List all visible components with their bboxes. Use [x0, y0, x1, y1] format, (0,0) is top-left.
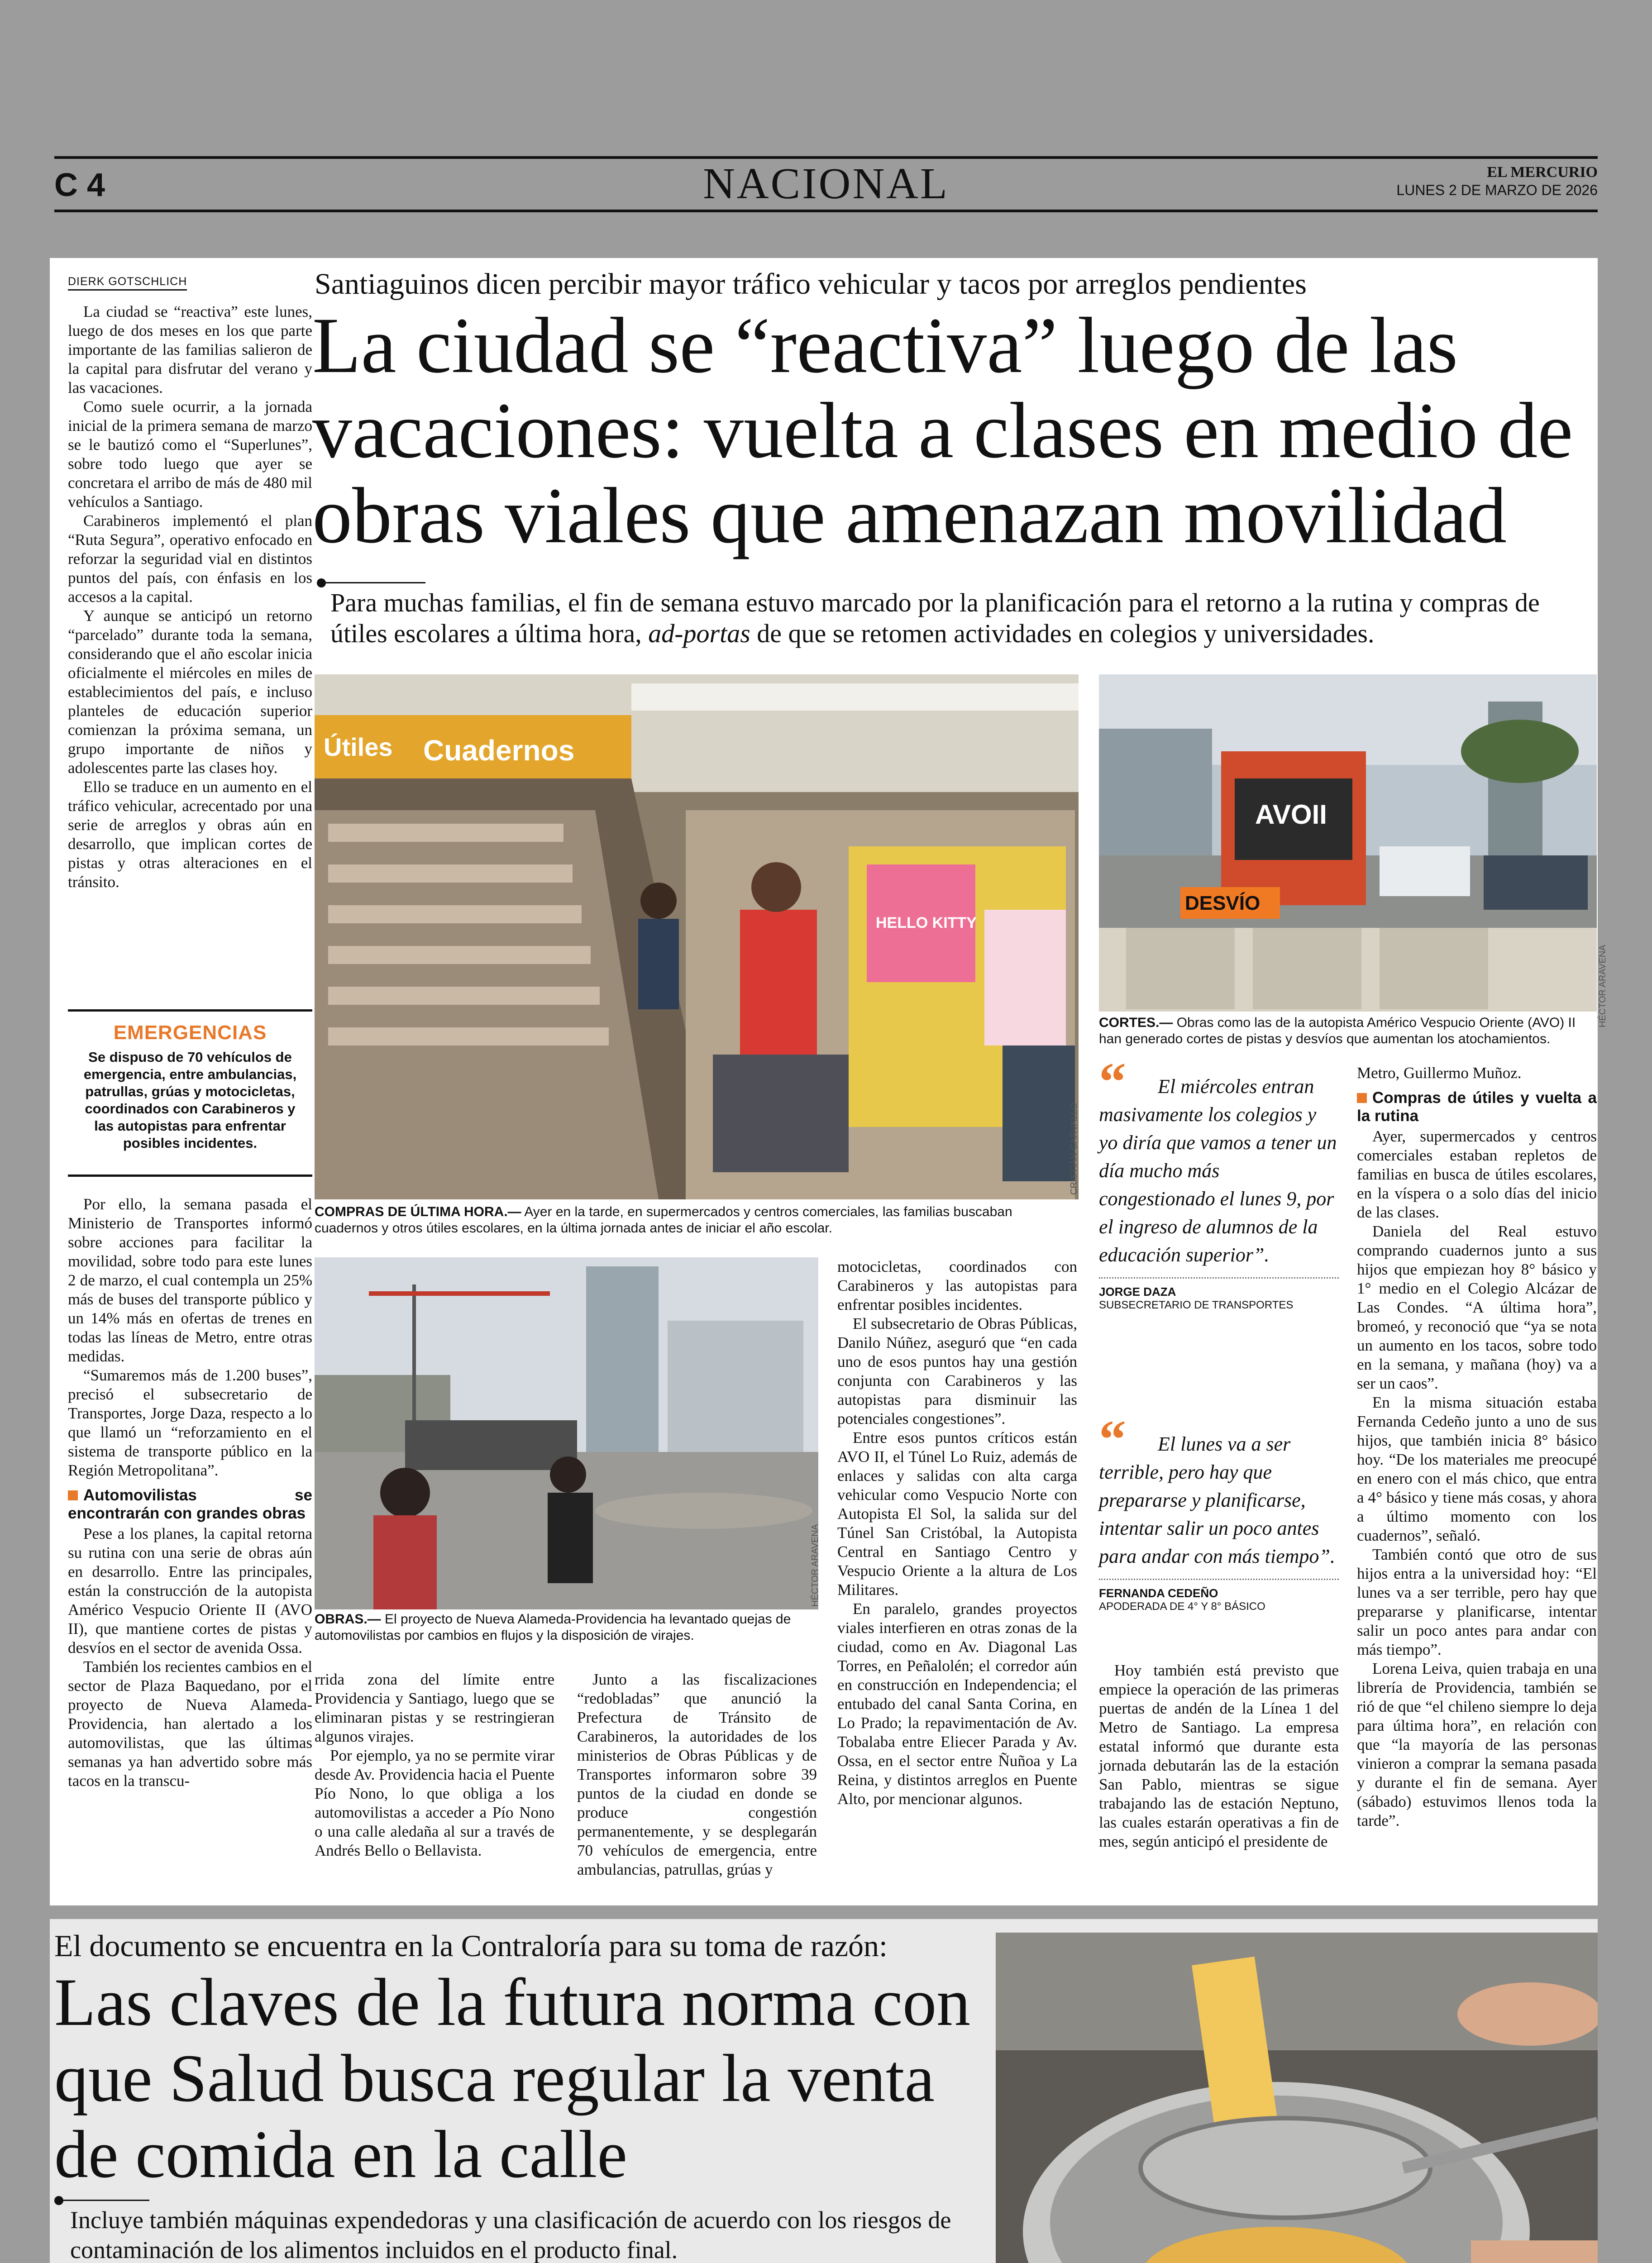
story2-kicker: El documento se encuentra en la Contraloría para su toma de razón:: [54, 1929, 888, 1963]
photo3-caption: [315, 1611, 818, 1644]
quote-fernanda-cedeno: [1099, 1409, 1339, 1613]
quote-text: El lunes va a ser terrible, pero hay que prepararse y planificarse, intentar salir un poco antes para andar con más tiempo”.: [1099, 1433, 1335, 1567]
emergencias-sidebar: [68, 1009, 312, 1177]
story1-col3: [837, 1257, 1077, 1809]
photo2-caption: [1099, 1015, 1597, 1047]
story2-deck: Incluye también máquinas expendedoras y una clasificación de acuerdo con los riesgos de contaminación de los alimentos incluidos en el producto final.: [70, 2206, 951, 2263]
deck-text-end: de que se retomen actividades en colegios y universidades.: [750, 619, 1375, 648]
photo-street-food: [996, 1933, 1598, 2263]
subhead-text: Compras de útiles y vuelta a la rutina: [1357, 1089, 1597, 1125]
paragraph: La ciudad se “reactiva” este lunes, luego de dos meses en los que parte importante de las familias salieron de la capital para disfrutar del verano y las vacaciones.: [68, 303, 312, 396]
paragraph: Hoy también está previsto que empiece la operación de las primeras puertas de andén de la Línea 1 del Metro de Santiago. La empresa estatal informó que durante esta jornada debutarán las de la estación San Pablo, mientras se sigue trabajando las de estación Neptuno, las cuales estarán operativas a fin de mes, según anticipó el presidente de: [1099, 1661, 1339, 1850]
header-rule-bottom: [54, 210, 1598, 212]
quote-role: APODERADA DE 4° Y 8° BÁSICO: [1099, 1600, 1265, 1613]
deck-text: Para muchas familias, el fin de semana estuvo marcado por la planificación para el retorno a la rutina y compras de útiles escolares a última hora,: [330, 588, 1540, 648]
quote-role: SUBSECRETARIO DE TRANSPORTES: [1099, 1299, 1294, 1311]
paragraph: Por ejemplo, ya no se permite virar desde Av. Providencia hacia el Puente Pío Nono, lo que obliga a los automovilistas a acceder a Pío Nono o una calle aledaña al sur a través de Andrés Bello o Bellavista.: [315, 1747, 554, 1859]
quote-mark-icon: “: [1099, 1409, 1126, 1469]
photo-supermarket: [315, 674, 1079, 1199]
story1-col1-lower: [68, 1195, 312, 1790]
paragraph: También los recientes cambios en el sector de Plaza Baquedano, por el proyecto de Nueva Alameda-Providencia, han alertado a los automovilistas, que las últimas semanas ya han advertido sobre más tacos en la transcu-: [68, 1658, 312, 1790]
paragraph: Y aunque se anticipó un retorno “parcelado” durante toda la semana, considerando que el año escolar inicia oficialmente el miércoles en miles de establecimientos del país, e incluso planteles de educación superior comienzan la próxima semana, un grupo importante de niños y adolescentes parte las clases hoy.: [68, 607, 312, 777]
paragraph: Entre esos puntos críticos están AVO II, el Túnel Lo Ruiz, además de enlaces y salidas con alta carga vehicular como Vespucio Norte con Autopista El Sol, la salida sur del Túnel San Cristóbal, la Autopista Central en Santiago Centro y Vespucio Oriente a la altura de Los Militares.: [837, 1429, 1077, 1599]
paragraph: El subsecretario de Obras Públicas, Danilo Núñez, aseguró que “en cada uno de esos puntos hay una gestión conjunta con Carabineros y las autopistas para disminuir las potenciales congestiones”.: [837, 1315, 1077, 1428]
caption-label: COMPRAS DE ÚLTIMA HORA.—: [315, 1204, 521, 1219]
story-street-food-norm: [50, 1919, 1598, 2263]
orange-square-icon: [1357, 1093, 1367, 1103]
story1-col4: [1099, 1661, 1339, 1851]
quote-jorge-daza: [1099, 1051, 1339, 1312]
page-number: C 4: [54, 167, 105, 203]
photo1-credit: CRISTIÁN CARVALLO: [1069, 1103, 1079, 1195]
caption-label: CORTES.—: [1099, 1015, 1173, 1030]
quote-divider: [1099, 1277, 1339, 1285]
quote-name: JORGE DAZA: [1099, 1285, 1176, 1299]
paragraph: motocicletas, coordinados con Carabineros y las autopistas para enfrentar posibles incidentes.: [837, 1258, 1077, 1313]
story-city-reactivates: [50, 258, 1608, 1905]
story1-deck: [330, 587, 1598, 649]
caption-text: Ayer en la tarde, en supermercados y centros comerciales, las familias buscaban cuadernos y otros útiles escolares, en la última jornada antes de iniciar el año escolar.: [315, 1204, 1012, 1236]
paragraph: En paralelo, grandes proyectos viales interfieren en otras zonas de la ciudad, como en Av. Diagonal Las Torres, en Peñalolén; el corredor aún en construcción en Independencia; el entubado del canal Santa Corina, en Lo Prado; la repavimentación de Av. Tobalaba entre Eliecer Parada y Av. Ossa, en el sector entre Ñuñoa y La Reina, y distintos arreglos en Puente Alto, por mencionar algunos.: [837, 1600, 1077, 1808]
orange-square-icon: [68, 1490, 78, 1500]
paragraph: Carabineros implementó el plan “Ruta Segura”, operativo enfocado en reforzar la seguridad vial en distintos puntos del país, con énfasis en los accesos a la capital.: [68, 512, 312, 606]
subhead-automovilistas: [68, 1486, 312, 1523]
quote-text: El miércoles entran masivamente los colegios y yo diría que vamos a tener un día mucho más congestionado el lunes 9, por el ingreso de alumnos de la educación superior”.: [1099, 1075, 1337, 1266]
paragraph: Ayer, supermercados y centros comerciales estaban repletos de familias en busca de útiles escolares, en la víspera o a solo días del inicio de las clases.: [1357, 1127, 1597, 1221]
story2-headline: Las claves de la futura norma con que Salud busca regular la venta de comida en la calle: [54, 1965, 971, 2192]
sign-cuadernos: Cuadernos: [423, 734, 575, 767]
story1-byline: DIERK GOTSCHLICH: [68, 275, 187, 291]
avo-illustration: [1099, 674, 1597, 1012]
paragraph: Pese a los planes, la capital retorna su rutina con una serie de obras aún en desarrollo. Entre las principales, están la construcción de la autopista Américo Vespucio Oriente II (AVO II), que mantiene cortes de pistas y desvíos en el sector de avenida Ossa.: [68, 1525, 312, 1657]
paragraph: Ello se traduce en un aumento en el tráfico vehicular, acrecentado por una serie de arreglos y obras aún en desarrollo, que implican cortes de pistas y otras alteraciones en el tránsito.: [68, 778, 312, 891]
caption-text: El proyecto de Nueva Alameda-Providencia ha levantado quejas de automovilistas por cambios en flujos y la disposición de virajes.: [315, 1612, 791, 1643]
story1-kicker: Santiaguinos dicen percibir mayor tráfico vehicular y tacos por arreglos pendientes: [315, 267, 1307, 301]
caption-label: OBRAS.—: [315, 1612, 381, 1627]
story1-col1-text: [68, 302, 312, 892]
caption-text: Obras como las de la autopista Américo Vespucio Oriente (AVO) II han generado cortes de pistas y desvíos que aumentan los atochamientos.: [1099, 1015, 1576, 1046]
quote-mark-icon: “: [1099, 1051, 1126, 1112]
paragraph: “Sumaremos más de 1.200 buses”, precisó el subsecretario de Transportes, Jorge Daza, respecto a lo que llamó un “reforzamiento en el sistema de transporte público en la Región Metropolitana”.: [68, 1366, 312, 1479]
paragraph: En la misma situación estaba Fernanda Cedeño junto a uno de sus hijos, que también inicia 8° básico hoy. “De los materiales me preocupé en enero con el más chico, que entra a 4° básico y tiene más cosas, y ahora a último momento con los cuadernos”, señaló.: [1357, 1394, 1597, 1544]
section-title: NACIONAL: [703, 159, 949, 208]
deck-rule: [59, 2200, 149, 2201]
paragraph: Metro, Guillermo Muñoz.: [1357, 1064, 1522, 1082]
photo1-caption: [315, 1204, 1079, 1237]
paragraph: Como suele ocurrir, a la jornada inicial de la primera semana de marzo se le bautizó como el “Superlunes”, sobre todo luego que ayer se concretara el arribo de más de 480 mil vehículos a Santiago.: [68, 398, 312, 511]
story1-column-1: [68, 275, 312, 892]
quote-divider: [1099, 1579, 1339, 1586]
paragraph: Por ello, la semana pasada el Ministerio de Transportes informó sobre acciones para facilitar la movilidad, sobre todo para este lunes 2 de marzo, el cual contempla un 25% más de buses del transporte público y un 14% más en ofertas de trenes en todas las líneas de Metro, entre otras medidas.: [68, 1195, 312, 1365]
alameda-illustration: [315, 1257, 818, 1609]
deck-rule: [321, 582, 425, 583]
paragraph: rrida zona del límite entre Providencia y Santiago, luego que se eliminaran pistas y se restringieran algunos virajes.: [315, 1671, 554, 1745]
paragraph: También contó que otro de sus hijos entra a la universidad hoy: “El lunes va a ser terrible, pero hay que prepararse y planificarse, intentar salir un poco antes para andar con más tiempo”.: [1357, 1546, 1597, 1658]
paragraph: Lorena Leiva, quien trabaja en una librería de Providencia, también se rió de que “el chileno siempre lo deja para última hora”, en relación con que “la mayoría de las personas vinieron a comprar la semana pasada y durante el fin de semana. Ayer (sábado) estuvimos llenos toda la tarde”.: [1357, 1660, 1597, 1829]
photo3-credit: HÉCTOR ARAVENA: [810, 1524, 820, 1607]
sidebar-title: EMERGENCIAS: [113, 1022, 267, 1044]
photo-avo-works: [1099, 674, 1597, 1012]
story1-headline: La ciudad se “reactiva” luego de las vacaciones: vuelta a clases en medio de obras viales que amenazan movilidad: [312, 301, 1573, 560]
story1-col2a: [315, 1670, 554, 1860]
subhead-text: Automovilistas se encontrarán con grandes obras: [68, 1486, 312, 1522]
story1-col2b: [577, 1670, 817, 1879]
photo2-credit: HÉCTOR ARAVENA: [1598, 945, 1608, 1027]
sign-desvio: DESVÍO: [1185, 892, 1260, 914]
newspaper-name: EL MERCURIO: [1487, 164, 1598, 181]
subhead-compras: [1357, 1089, 1597, 1125]
photo-alameda-works: [315, 1257, 818, 1609]
sign-avo: AVOII: [1255, 799, 1327, 830]
paragraph: Junto a las fiscalizaciones “redobladas” que anunció la Prefectura de Tránsito de Carabineros, la autoridades de los ministerios de Obras Públicas y de Transportes informaron sobre 39 puntos de la ciudad en donde se produce congestión permanentemente, y se desplegarán 70 vehículos de emergencia, entre ambulancias, patrullas, grúas y: [577, 1671, 817, 1878]
quote-name: FERNANDA CEDEÑO: [1099, 1586, 1218, 1600]
sign-hello-kitty: HELLO KITTY: [876, 914, 977, 931]
sign-utiles: Útiles: [324, 733, 393, 761]
paragraph: Daniela del Real estuvo comprando cuadernos junto a sus hijos que empiezan hoy 8° básico y 1° medio en el Colegio Alcázar de Las Condes. “A última hora”, bromeó, y reconoció que “ya se nota un aumento en los tacos, sobre todo en la semana, y mañana (hoy) va a ser un caos”.: [1357, 1222, 1597, 1392]
story1-col5: [1357, 1064, 1597, 1830]
deck-italic: ad-portas: [648, 619, 750, 648]
issue-date: LUNES 2 DE MARZO DE 2026: [1396, 182, 1598, 198]
sidebar-text: Se dispuso de 70 vehículos de emergencia, entre ambulancias, patrullas, grúas y motocicletas, coordinados con Carabineros y las autopistas para enfrentar posibles incidentes.: [83, 1049, 297, 1151]
fries-illustration: [996, 1933, 1598, 2263]
supermarket-illustration: [315, 674, 1079, 1199]
